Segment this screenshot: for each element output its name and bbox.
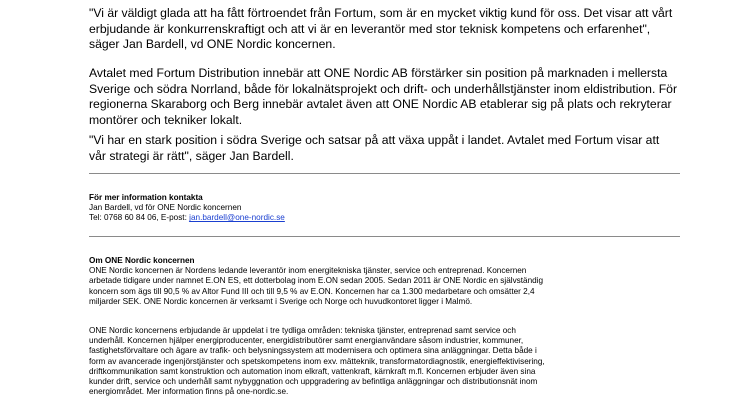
offer-line: underhåll. Koncernen hjälper energiproducenter, energidistributörer samt energianvändare såsom industrier, kommuner, bbox=[89, 336, 524, 346]
contact-name: Jan Bardell, vd för ONE Nordic koncernen bbox=[89, 203, 242, 213]
about-line: arbetade tidigare under namnet E.ON ES, ett dotterbolag inom E.ON sedan 2005. Sedan 2011 är ONE Nordic en självständig bbox=[89, 276, 544, 286]
email-link[interactable]: jan.bardell@one-nordic.se bbox=[189, 213, 285, 223]
divider bbox=[89, 173, 680, 174]
offer-section bbox=[89, 326, 689, 397]
about-line: miljarder SEK. ONE Nordic koncernen är verksamt i Sverige och Norge och huvudkontoret ligger i Malmö. bbox=[89, 296, 473, 306]
contact-details bbox=[89, 213, 689, 223]
about-heading: Om ONE Nordic koncernen bbox=[89, 256, 195, 265]
offer-line: ONE Nordic koncernens erbjudande är uppdelat i tre tydliga områden: tekniska tjänster, entreprenad samt service och bbox=[89, 326, 516, 335]
contact-heading: För mer information kontakta bbox=[89, 193, 203, 202]
about-line: ONE Nordic koncernen är Nordens ledande leverantör inom energitekniska tjänster, service och entreprenad. Koncernen bbox=[89, 266, 527, 276]
offer-line: form av avancerade ingenjörstjänster och spetskompetens inom exv. mätteknik, transformatordiagnostik, energieffektivisering, bbox=[89, 356, 545, 366]
quote-paragraph-2: "Vi har en stark position i södra Sverige och satsar på att växa uppåt i landet. Avtalet med Fortum visar att vår strategi är rätt", säger Jan Bardell. bbox=[89, 133, 660, 163]
quote-paragraph-1: "Vi är väldigt glada att ha fått förtroendet från Fortum, som är en mycket viktig kund för oss. Det visar att vårt erbjudande är konkurrenskraftigt och att vi är en leverantör med stor teknisk kompetens och erfarenhet", säger Jan Bardell, vd ONE Nordic koncernen. bbox=[89, 6, 673, 52]
agreement-paragraph: Avtalet med Fortum Distribution innebär att ONE Nordic AB förstärker sin position på marknaden i mellersta Sverige och södra Norrland, både för lokalnätsprojekt och drift- och underhållstjänster inom eldistribution. För regionerna Skaraborg och Berg innebär avtalet även att ONE Nordic AB etablerar sig på plats och rekryterar montörer och tekniker lokalt. bbox=[89, 66, 678, 127]
offer-line: energiområdet. Mer information finns på one-nordic.se. bbox=[89, 387, 289, 397]
about-section bbox=[89, 256, 689, 307]
about-line: koncern som ägs till 90,5 % av Altor Fund III och till 9,5 % av E.ON. Koncernen har ca 1.300 medarbetare och omsätter 2,4 bbox=[89, 286, 535, 296]
divider bbox=[89, 236, 680, 237]
offer-line: fastighetsförvaltare och ägare av trafik- och belysningssystem att modernisera och optimera sina anläggningar. Detta både i bbox=[89, 346, 537, 356]
offer-line: driftkommunikation samt konstruktion och automation inom elkraft, vattenkraft, kärnkraft m.fl. Koncernen erbjuder även sina bbox=[89, 366, 536, 376]
contact-tel: Tel: 0768 60 84 06, E-post: bbox=[89, 213, 190, 223]
contact-section bbox=[89, 193, 689, 224]
offer-line: kunder drift, service och underhåll samt nybyggnation och uppgradering av befintliga anläggningar och distributionsnät inom bbox=[89, 377, 538, 387]
